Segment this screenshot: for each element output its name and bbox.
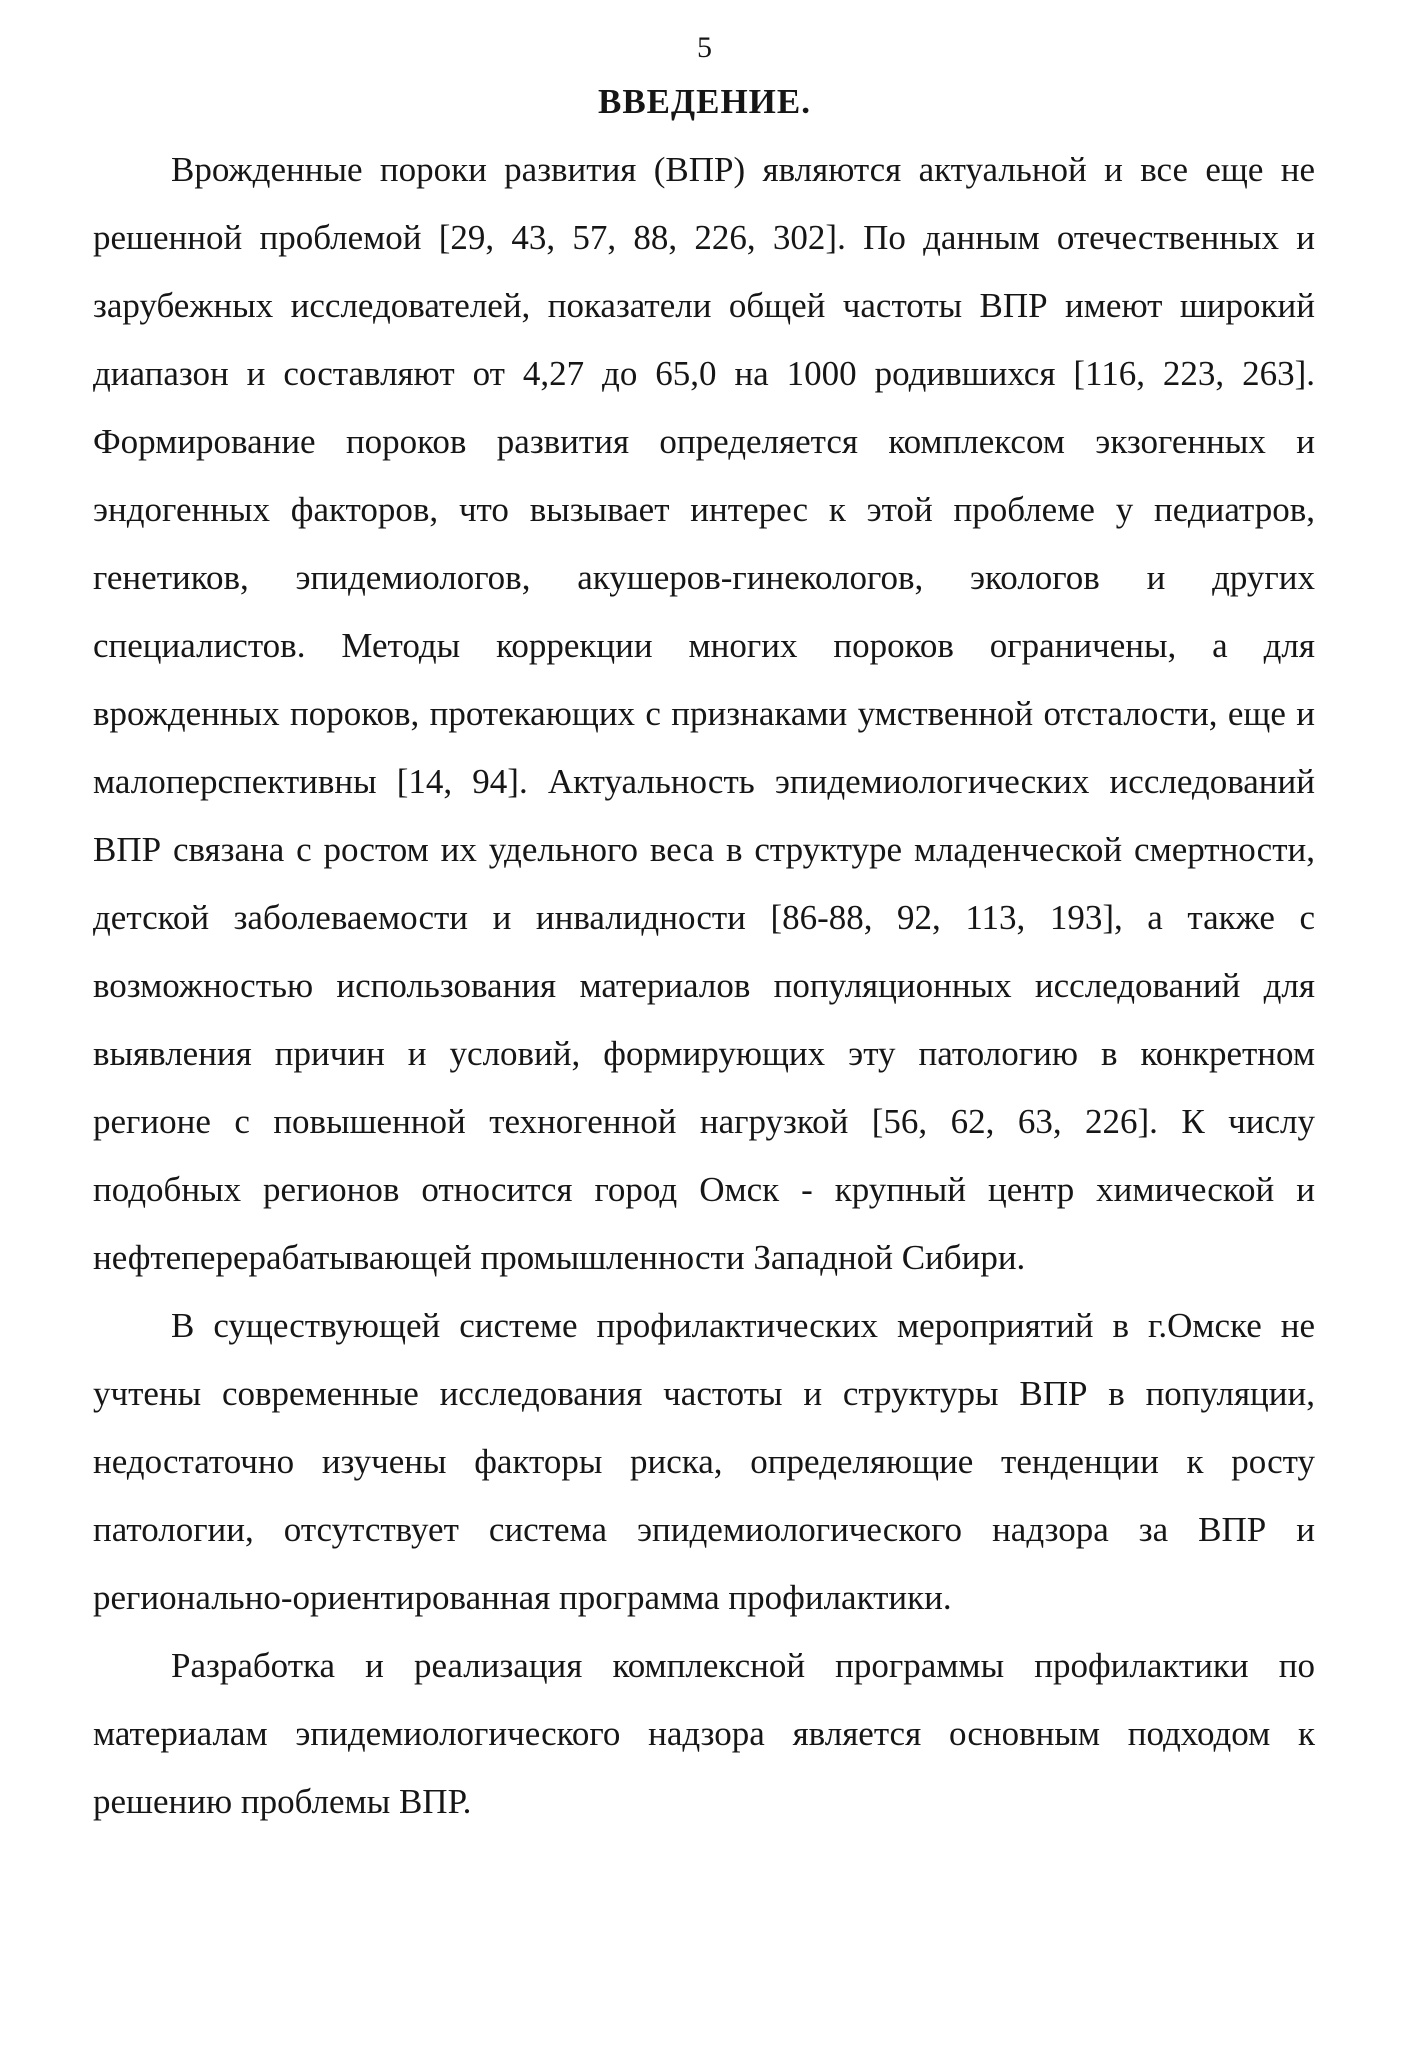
page-number: 5 — [697, 31, 712, 64]
paragraph: Врожденные пороки развития (ВПР) являются актуальной и все еще не решенной проблемой [29, 43, 57, 88, 226, 302]. По данным отечественных и зарубежных исследователей, показатели общей частоты ВПР имеют широкий диапазон и составляют от 4,27 до 65,0 на 1000 родившихся [116, 223, 263]. Формирование пороков развития определяется комплексом экзогенных и эндогенных факторов, что вызывает интерес к этой проблеме у педиатров, генетиков, эпидемиологов, акушеров-гинекологов, экологов и других специалистов. Методы коррекции многих пороков ограничены, а для врожденных пороков, протекающих с признаками умственной отсталости, еще и малоперспективны [14, 94]. Актуальность эпидемиологических исследований ВПР связана с ростом их удельного веса в структуре младенческой смертности, детской заболеваемости и инвалидности [86-88, 92, 113, 193], а также с возможностью использования материалов популяционных исследований для выявления причин и условий, формирующих эту патологию в конкретном регионе с повышенной техногенной нагрузкой [56, 62, 63, 226]. К числу подобных регионов относится город Омск - крупный центр химической и нефтеперерабатывающей промышленности Западной Сибири. — [93, 150, 1315, 1277]
paragraph: Разработка и реализация комплексной программы профилактики по материалам эпидемиологического надзора является основным подходом к решению проблемы ВПР. — [93, 1646, 1315, 1821]
page-title: ВВЕДЕНИЕ. — [597, 82, 811, 121]
paragraph: В существующей системе профилактических мероприятий в г.Омске не учтены современные исследования частоты и структуры ВПР в популяции, недостаточно изучены факторы риска, определяющие тенденции к росту патологии, отсутствует система эпидемиологического надзора за ВПР и регионально-ориентированная программа профилактики. — [93, 1306, 1315, 1617]
document-body — [93, 136, 1315, 1836]
